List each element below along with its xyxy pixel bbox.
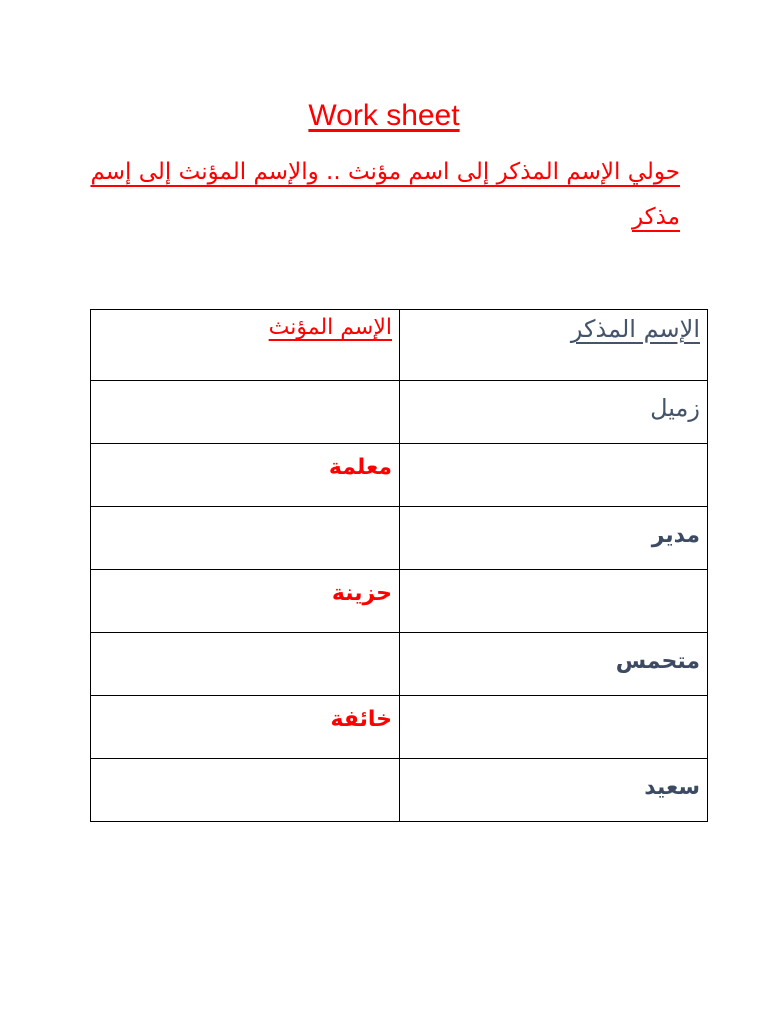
masculine-cell[interactable] — [400, 759, 708, 822]
feminine-cell[interactable] — [91, 507, 400, 570]
table-row — [91, 633, 708, 696]
header-cell-masculine — [400, 310, 708, 381]
feminine-cell[interactable] — [91, 381, 400, 444]
masculine-word: زميل — [650, 394, 700, 422]
header-masculine-label: الإسم المذكر — [570, 315, 700, 343]
table-row — [91, 381, 708, 444]
header-cell-feminine — [91, 310, 400, 381]
masculine-cell[interactable] — [400, 570, 708, 633]
table-row — [91, 570, 708, 633]
feminine-cell[interactable] — [91, 444, 400, 507]
masculine-word: سعيد — [644, 775, 700, 800]
masculine-feminine-table — [90, 309, 708, 822]
worksheet-title: Work sheet — [308, 99, 460, 132]
feminine-word: خائفة — [330, 707, 392, 732]
header-feminine-label: الإسم المؤنث — [268, 315, 392, 340]
masculine-word: متحمس — [615, 649, 700, 674]
feminine-cell[interactable] — [91, 570, 400, 633]
masculine-word: مدير — [651, 523, 700, 548]
table-row — [91, 507, 708, 570]
masculine-cell[interactable] — [400, 696, 708, 759]
table-row — [91, 759, 708, 822]
table-row — [91, 444, 708, 507]
feminine-word: حزينة — [331, 581, 392, 606]
masculine-cell[interactable] — [400, 507, 708, 570]
table-row — [91, 696, 708, 759]
feminine-cell[interactable] — [91, 759, 400, 822]
worksheet-instructions: حولي الإسم المذكر إلى اسم مؤنث .. والإسم المؤنث إلى إسم مذكر — [90, 159, 680, 230]
masculine-cell[interactable] — [400, 381, 708, 444]
table-header-row — [91, 310, 708, 381]
masculine-cell[interactable] — [400, 444, 708, 507]
masculine-cell[interactable] — [400, 633, 708, 696]
feminine-cell[interactable] — [91, 696, 400, 759]
feminine-cell[interactable] — [91, 633, 400, 696]
feminine-word: معلمة — [328, 455, 392, 480]
